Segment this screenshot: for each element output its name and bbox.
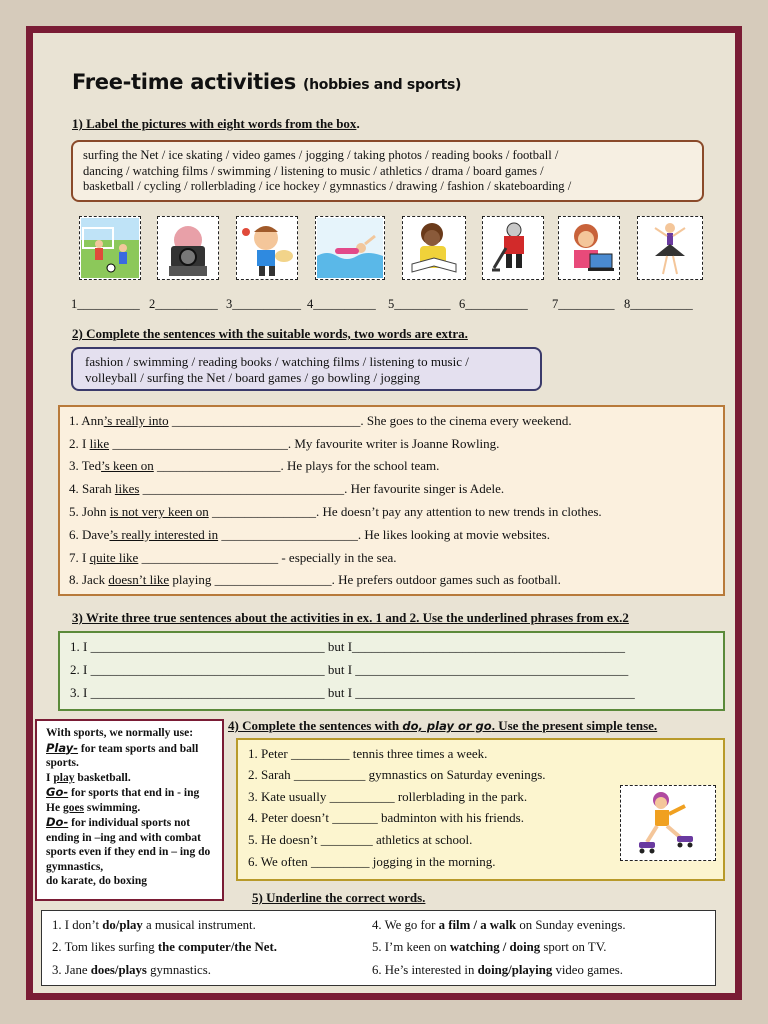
ex2-heading: 2) Complete the sentences with the suitable words, two words are extra. <box>72 326 468 341</box>
ex1-heading <box>72 116 360 132</box>
writing-row[interactable]: 2. I ____________________________________ but I __________________________________________ <box>70 662 629 677</box>
sentence-rest: _____________________ - especially in the sea. <box>138 550 397 565</box>
item-text: 3. Jane <box>52 963 91 977</box>
underlined-phrase: ’s really into <box>103 413 169 428</box>
writing-row[interactable]: 3. I ____________________________________ but I ___________________________________________ <box>70 685 635 700</box>
ex5-heading: 5) Underline the correct words. <box>252 890 426 905</box>
sentence-rest: _____________________________. She goes to the cinema every weekend. <box>168 413 572 428</box>
ex4-heading-verbs: do, play or go <box>402 719 492 733</box>
sentence-row: 5. He doesn’t ________ athletics at school. <box>248 832 473 847</box>
rule-text: basketball. <box>74 771 131 784</box>
sentence-rest: ___________________________. My favourite writer is Joanne Rowling. <box>109 436 500 451</box>
sentence-row <box>69 550 397 566</box>
rule-text: swimming. <box>84 801 141 814</box>
writing-row[interactable]: 1. I ____________________________________ but I__________________________________________ <box>70 639 626 654</box>
item-text: 2. Tom likes surfing <box>52 940 158 954</box>
ex3-writing-box <box>58 631 725 711</box>
dancing-picture <box>637 216 703 280</box>
item-text: on Sunday evenings. <box>516 918 626 932</box>
rule-text: for individual sports not ending in –ing and with combat sports even if they end in – ing <box>46 817 201 858</box>
rule-text: gymnastics, <box>46 860 104 873</box>
word-box-line: volleyball / surfing the Net / board games / go bowling / jogging <box>85 370 421 385</box>
underlined-phrase: ’s keen on <box>101 458 154 473</box>
sentence-start: 6. Dave <box>69 527 110 542</box>
underlined-phrase: doesn’t like <box>108 572 170 587</box>
sentence-rest: _______________________________. Her favourite singer is Adele. <box>139 481 505 496</box>
answer-blank-2[interactable]: 2__________ <box>149 297 218 311</box>
rule-keyword-play: Play- <box>46 740 79 755</box>
ex2-sentences <box>58 405 725 596</box>
answer-blank-7[interactable]: 7_________ <box>552 297 615 311</box>
item-text: 5. I’m keen on <box>372 940 450 954</box>
rule-text: boxing <box>110 875 147 887</box>
rule-example-word: play <box>53 771 75 784</box>
ex5-item <box>52 918 256 933</box>
ex2-word-box <box>71 347 542 391</box>
choice-words[interactable]: watching / doing <box>449 940 541 954</box>
sentence-rest: ___________________. He plays for the school team. <box>153 458 440 473</box>
worksheet-title <box>72 70 461 94</box>
surfing-the-net-picture <box>558 216 620 280</box>
sentence-rest: ________________. He doesn’t pay any attention to new trends in clothes. <box>208 504 602 519</box>
sentence-row <box>69 527 550 543</box>
item-text: sport on TV. <box>540 940 607 954</box>
ex5-item <box>372 940 607 955</box>
rule-keyword-go: Go- <box>46 785 69 799</box>
sentence-rest: playing __________________. He prefers outdoor games such as football. <box>169 572 561 587</box>
sentence-row <box>69 481 504 497</box>
answer-blank-8[interactable]: 8__________ <box>624 297 693 311</box>
ex4-heading-text: . Use the present simple tense. <box>491 718 658 733</box>
answer-blank-5[interactable]: 5_________ <box>388 297 451 311</box>
swimming-picture <box>315 216 385 280</box>
item-text: 6. He’s interested in <box>372 963 478 977</box>
word-box-line: basketball / cycling / rollerblading / ice hockey / gymnastics / drawing / fashion / skateboarding / <box>83 179 572 193</box>
answer-blank-4[interactable]: 4__________ <box>307 297 376 311</box>
sentence-row <box>69 572 561 588</box>
rule-example-word: goes <box>62 801 85 814</box>
sentence-start: 1. Ann <box>69 413 104 428</box>
underlined-phrase: likes <box>114 481 140 496</box>
item-text: 1. I don’t <box>52 918 103 932</box>
sentence-row: 4. Peter doesn’t _______ badminton with his friends. <box>248 810 524 825</box>
rule-intro: With sports, we normally use: <box>46 727 194 739</box>
rollerblading-picture <box>620 785 716 861</box>
title-sub: (hobbies and sports) <box>302 77 462 93</box>
ice-hockey-picture <box>482 216 544 280</box>
choice-words[interactable]: a film / a walk <box>438 918 517 932</box>
underlined-phrase: is not very keen on <box>109 504 209 519</box>
title-main: Free-time activities <box>72 70 296 94</box>
taking-photos-picture <box>157 216 219 280</box>
word-box-line: dancing / watching films / swimming / listening to music / athletics / drama / board games / <box>83 163 544 178</box>
answer-blank-1[interactable]: 1__________ <box>71 297 140 311</box>
sentence-row <box>69 458 439 474</box>
sentence-row <box>69 413 572 429</box>
sentence-rest: _____________________. He likes looking at movie websites. <box>218 527 550 542</box>
ex5-box <box>41 910 716 986</box>
rule-play <box>46 741 213 786</box>
sentence-row <box>69 504 602 520</box>
ex1-heading-text: 1) Label the pictures with eight words from the box <box>72 116 357 131</box>
rule-example-word: do <box>198 846 211 858</box>
ex3-heading: 3) Write three true sentences about the activities in ex. 1 and 2. Use the underlined phrases from ex.2 <box>72 610 629 625</box>
rule-do <box>46 815 213 889</box>
sentence-start: 8. Jack <box>69 572 109 587</box>
rule-text: for sports that end in - ing He <box>46 787 200 814</box>
rule-example-word: do <box>46 875 59 887</box>
ex5-item <box>372 963 623 978</box>
sentence-row: 3. Kate usually __________ rollerblading in the park. <box>248 789 528 804</box>
word-box-line: fashion / swimming / reading books / watching films / listening to music / <box>85 354 469 369</box>
answer-blank-6[interactable]: 6__________ <box>459 297 528 311</box>
answer-blank-3[interactable]: 3___________ <box>226 297 301 311</box>
ex5-item <box>372 918 626 933</box>
underlined-phrase: quite like <box>89 550 139 565</box>
ex4-heading <box>228 718 657 734</box>
sentence-row: 6. We often _________ jogging in the morning. <box>248 854 496 869</box>
ex5-item <box>52 963 211 978</box>
rule-text: I <box>46 771 54 784</box>
underlined-phrase: like <box>89 436 110 451</box>
choice-words[interactable]: doing/playing <box>477 963 553 977</box>
ex1-word-box <box>71 140 704 202</box>
rule-keyword-do: Do- <box>46 815 69 829</box>
underlined-phrase: ’s really interested in <box>109 527 219 542</box>
item-text: 4. We go for <box>372 918 439 932</box>
sentence-start: 4. Sarah <box>69 481 115 496</box>
sentence-row <box>69 436 499 452</box>
ex4-heading-text: 4) Complete the sentences with <box>228 718 403 733</box>
ex4-sentences <box>236 738 725 881</box>
grammar-rule-box <box>35 719 224 901</box>
word-box-line: surfing the Net / ice skating / video games / jogging / taking photos / reading books / football / <box>83 148 559 162</box>
football-picture <box>79 216 141 280</box>
choice-words[interactable]: the computer/the Net. <box>157 940 277 954</box>
sentence-start: 7. I <box>69 550 90 565</box>
choice-words[interactable]: do/play <box>102 918 143 932</box>
ex1-heading-suffix: . <box>356 116 360 131</box>
rule-go <box>46 785 213 815</box>
sentence-start: 5. John <box>69 504 110 519</box>
item-text: video games. <box>552 963 623 977</box>
sentence-start: 3. Ted <box>69 458 102 473</box>
drawing-picture <box>236 216 298 280</box>
sentence-start: 2. I <box>69 436 90 451</box>
sentence-row: 2. Sarah ___________ gymnastics on Saturday evenings. <box>248 767 546 782</box>
ex5-item <box>52 940 277 955</box>
reading-books-picture <box>402 216 466 280</box>
item-text: a musical instrument. <box>142 918 256 932</box>
rule-text: for team sports and ball sports. <box>46 742 199 769</box>
choice-words[interactable]: does/plays <box>90 963 147 977</box>
rule-example-word: do <box>98 875 111 887</box>
item-text: gymnastics. <box>146 963 211 977</box>
rule-text: karate, <box>58 875 99 887</box>
sentence-row: 1. Peter _________ tennis three times a week. <box>248 746 488 761</box>
